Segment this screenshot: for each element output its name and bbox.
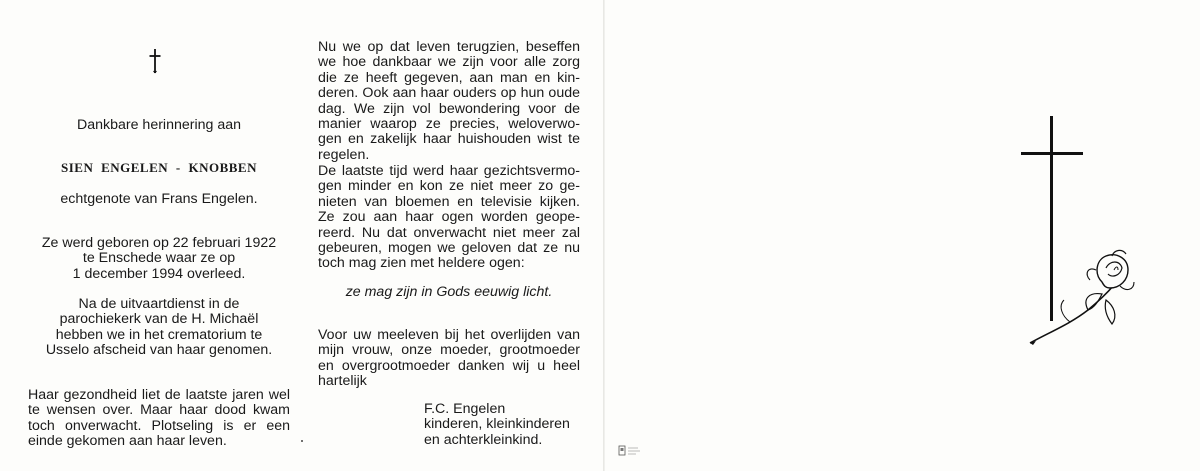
text-line: Voor uw meeleven bij het overlijden van: [318, 327, 580, 343]
text-line: te Enschede waar ze op: [82, 250, 236, 267]
intro-text: Dankbare herinnering aan: [76, 117, 242, 133]
text-line: hebben we in het crematorium te: [55, 326, 263, 343]
signature-line: F.C. Engelen: [424, 401, 506, 417]
text-line: Na de uitvaartdienst in de: [78, 296, 240, 312]
signature-line: en achterkleinkind.: [424, 431, 543, 448]
text-line: parochiekerk van de H. Michaël: [59, 311, 259, 328]
deceased-name: SIEN ENGELEN - KNOBBEN: [60, 160, 257, 175]
text-line: einde gekomen aan haar leven.: [28, 433, 227, 450]
reflection-paragraph: [318, 40, 580, 163]
print-dot: [301, 440, 303, 442]
text-line: die ze heeft gegeven, aan man en kin-: [318, 69, 580, 86]
text-line: te wensen over. Maar haar dood kwam: [28, 402, 290, 419]
text-line: Nu we op dat leven terugzien, beseffen: [318, 39, 580, 55]
text-line: toch mag zien met heldere ogen:: [318, 255, 525, 272]
text-line: dag. We zijn vol bewondering voor de: [318, 100, 580, 117]
text-line: mijn vrouw, onze moeder, grootmoeder: [318, 342, 580, 359]
text-line: nieten van bloemen en televisie kijken.: [318, 193, 580, 210]
birth-block: [28, 236, 290, 282]
text-line: 1 december 1994 overleed.: [72, 265, 246, 282]
text-line: Ze zou aan haar ogen worden geope-: [318, 209, 580, 226]
text-line: reerd. Nu dat onverwacht niet meer zal: [318, 224, 580, 241]
text-line: hartelijk: [318, 373, 367, 390]
small-cross-icon: [148, 48, 162, 74]
printer-mark-icon: [618, 444, 648, 458]
service-block: [28, 297, 290, 359]
cross-with-rose-icon: [1010, 110, 1150, 355]
health-block: [28, 388, 290, 450]
thanks-paragraph: [318, 328, 580, 390]
eyesight-paragraph: [318, 164, 580, 272]
signature-line: kinderen, kleinkinderen: [424, 416, 570, 433]
card-fold: [603, 0, 605, 471]
text-line: Usselo afscheid van haar genomen.: [45, 342, 273, 359]
text-line: deren. Ook aan haar ouders op hun oude: [318, 85, 580, 102]
text-line: gen en zakelijk haar huishouden wist te: [318, 131, 580, 148]
spouse-line: echtgenote van Frans Engelen.: [60, 191, 258, 207]
text-line: we hoe dankbaar we zijn voor alle zorg: [318, 54, 580, 71]
text-line: en overgrootmoeder danken wij u heel: [318, 357, 580, 374]
text-line: regelen.: [318, 146, 370, 163]
text-line: Haar gezondheid liet de laatste jaren wel: [28, 387, 290, 403]
text-line: toch onverwacht. Plotseling is er een: [28, 417, 290, 434]
text-line: gebeuren, mogen we geloven dat ze nu: [318, 240, 580, 257]
quote-line: ze mag zijn in Gods eeuwig licht.: [345, 284, 553, 300]
text-line: De laatste tijd werd haar gezichtsvermo-: [318, 163, 580, 179]
text-line: Ze werd geboren op 22 februari 1922: [41, 235, 277, 251]
text-line: manier waarop ze precies, weloverwo-: [318, 116, 580, 133]
text-line: gen minder en kon ze niet meer zo ge-: [318, 178, 580, 195]
signature-block: [424, 402, 594, 448]
